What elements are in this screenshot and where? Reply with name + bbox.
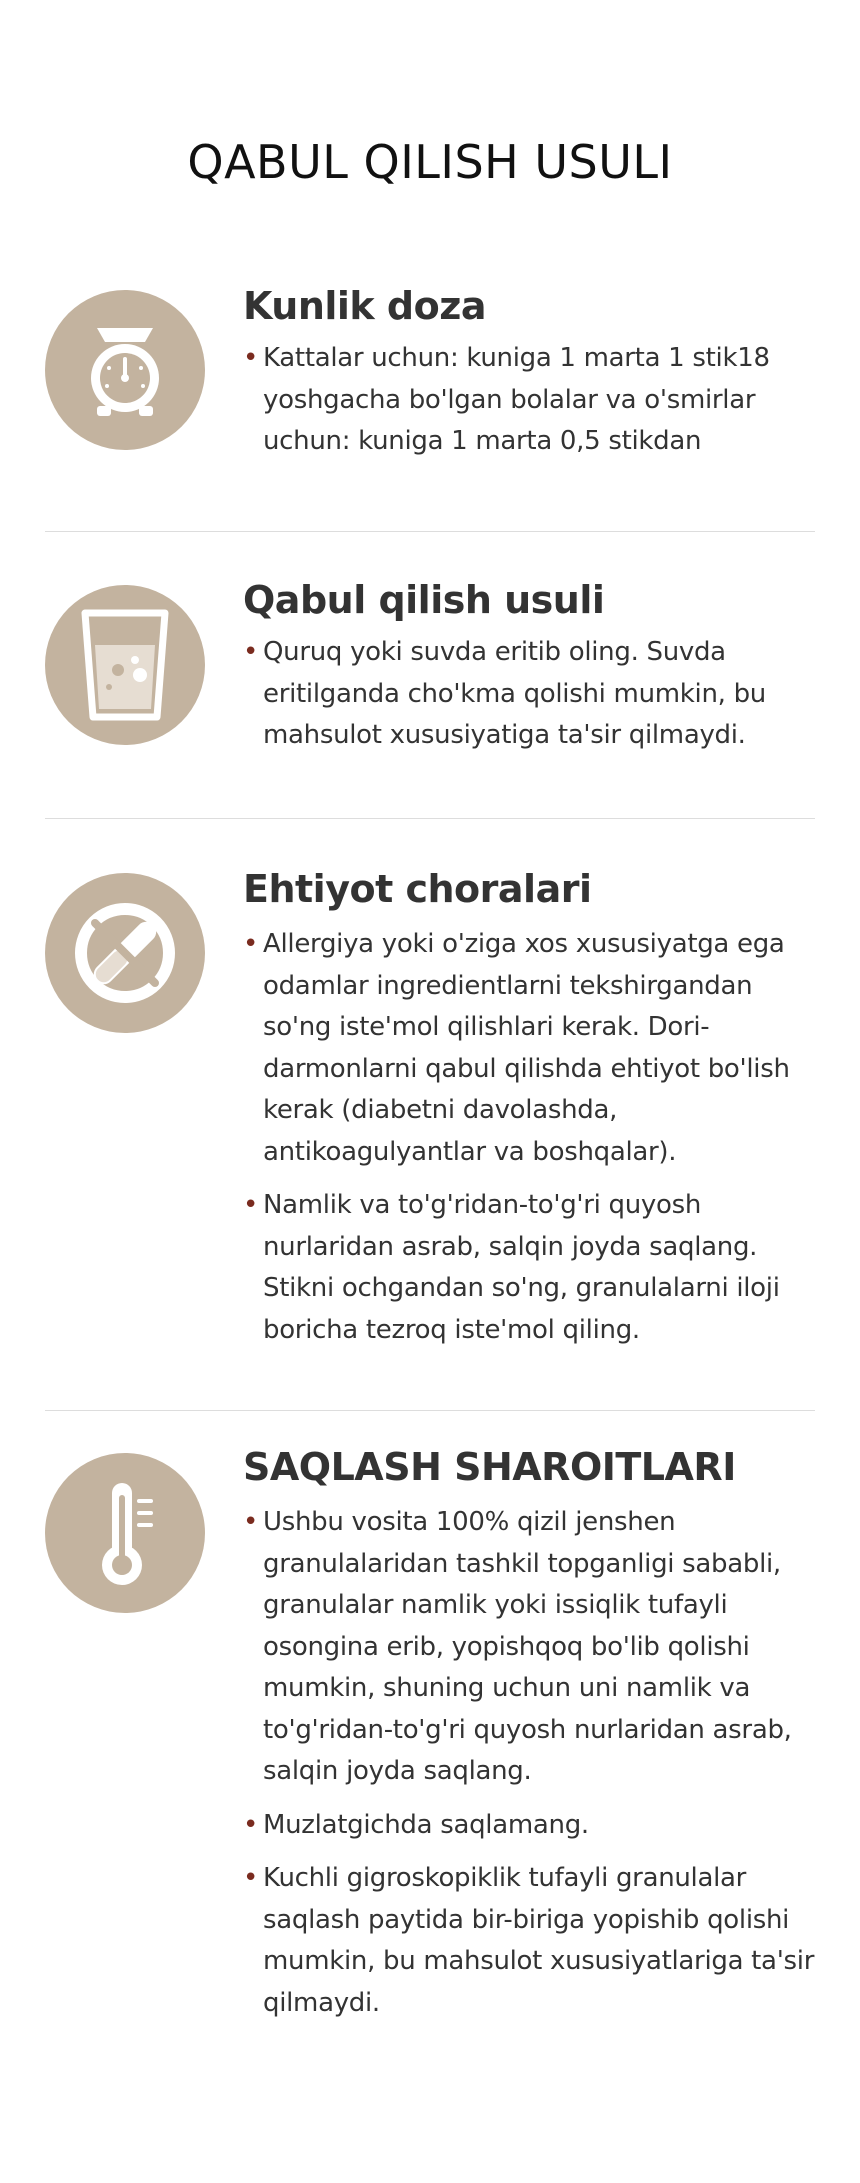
page-title: QABUL QILISH USULI	[187, 135, 673, 189]
list-item-text: Quruq yoki suvda eritib oling. Suvda eritilganda cho'kma qolishi mumkin, bu mahsulot xususiyatiga ta'sir qilmaydi.	[263, 637, 766, 750]
section-title: SAQLASH SHAROITLARI	[243, 1445, 736, 1489]
list-item	[243, 1858, 823, 2024]
section-content	[243, 577, 823, 757]
bullet-icon: •	[243, 637, 259, 667]
list-item-text: Ushbu vosita 100% qizil jenshen granulalaridan tashkil topganligi sababli, granulalar namlik yoki issiqlik tufayli osongina erib, yopishqoq bo'lib qolishi mumkin, shuning uchun uni namlik va to'g'ridan-to'g'ri quyosh nurlaridan asrab, salqin joyda saqlang.	[263, 1507, 792, 1786]
bullet-icon: •	[243, 1190, 259, 1220]
section-content	[243, 866, 823, 1351]
bullet-list	[243, 924, 823, 1351]
list-item	[243, 1502, 823, 1793]
bullet-list	[243, 1502, 823, 2024]
scale-icon	[45, 290, 205, 450]
thermometer-icon	[45, 1453, 205, 1613]
bullet-icon: •	[243, 343, 259, 373]
bullet-list	[243, 338, 823, 463]
no-pill-icon	[45, 873, 205, 1033]
list-item	[243, 338, 823, 463]
section-title: Qabul qilish usuli	[243, 578, 605, 622]
list-item-text: Allergiya yoki o'ziga xos xususiyatga ega odamlar ingredientlarni tekshirgandan so'ng iste'mol qilishlari kerak. Dori-darmonlarni qabul qilishda ehtiyot bo'lish kerak (diabetni davolashda, antikoagulyantlar va boshqalar).	[263, 929, 790, 1167]
list-item	[243, 1185, 823, 1351]
bullet-icon: •	[243, 1809, 259, 1840]
list-item-text: Kattalar uchun: kuniga 1 marta 1 stik18 yoshgacha bo'lgan bolalar va o'smirlar uchun: kuniga 1 marta 0,5 stikdan	[263, 343, 770, 456]
section-title: Kunlik doza	[243, 284, 487, 328]
bullet-list	[243, 632, 823, 757]
list-item	[243, 1805, 823, 1847]
list-item-text: Kuchli gigroskopiklik tufayli granulalar saqlash paytida bir-biriga yopishib qolishi mumkin, bu mahsulot xususiyatlariga ta'sir qilmaydi.	[263, 1863, 815, 2018]
section-content	[243, 283, 823, 463]
bullet-icon: •	[243, 929, 259, 959]
list-item-text: Muzlatgichda saqlamang.	[263, 1809, 589, 1840]
list-item	[243, 924, 823, 1173]
section-content	[243, 1444, 823, 2024]
list-item-text: Namlik va to'g'ridan-to'g'ri quyosh nurlaridan asrab, salqin joyda saqlang. Stikni ochgandan so'ng, granulalarni iloji boricha tezroq iste'mol qiling.	[263, 1190, 780, 1345]
list-item	[243, 632, 823, 757]
glass-icon	[45, 585, 205, 745]
section-title: Ehtiyot choralari	[243, 867, 592, 911]
divider	[45, 1410, 815, 1411]
bullet-icon: •	[243, 1507, 259, 1537]
bullet-icon: •	[243, 1863, 259, 1893]
divider	[45, 818, 815, 819]
divider	[45, 531, 815, 532]
